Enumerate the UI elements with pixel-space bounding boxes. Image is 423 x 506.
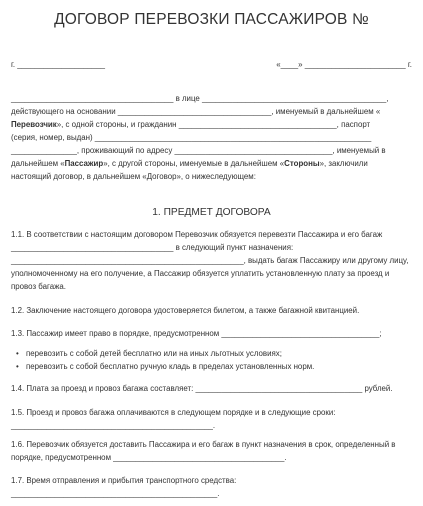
- clause-1-6-line-1: 1.6. Перевозчик обязуется доставить Пассажира и его багаж в пункт назначения в срок, определенный в: [11, 440, 396, 449]
- clause-1-7-line-2: _______________________________________________.: [11, 489, 220, 498]
- document-title: ДОГОВОР ПЕРЕВОЗКИ ПАССАЖИРОВ №: [54, 11, 369, 28]
- bullet-icon: •: [16, 349, 19, 358]
- bullet-icon: •: [16, 362, 19, 371]
- header-city: г. ____________________: [11, 60, 106, 69]
- clause-1-1-line-4: уполномоченному на его получение, а Пассажир обязуется уплатить установленную плату за проезд и: [11, 269, 390, 278]
- party-sides: Стороны: [284, 159, 320, 168]
- header-date: «____» _______________________ г.: [276, 60, 412, 69]
- party-carrier: Перевозчик: [11, 120, 57, 129]
- bullet-item: • перевозить с собой детей бесплатно или на иных льготных условиях;: [16, 349, 282, 358]
- clause-1-1-line-5: провоз багажа.: [11, 282, 66, 291]
- preamble-line-5: _______________, проживающий по адресу ____________________________________, именуемый в: [11, 146, 386, 155]
- preamble-line-1: _____________________________________ в лице __________________________________________,: [11, 94, 389, 103]
- preamble-line-2: действующего на основании ___________________________________, именуемый в дальнейшем «: [11, 107, 381, 116]
- preamble-line-7: настоящий договор, в дальнейшем «Договор», о нижеследующем:: [11, 172, 256, 181]
- clause-1-3: 1.3. Пассажир имеет право в порядке, предусмотренном ____________________________________;: [11, 329, 382, 338]
- clause-1-6-line-2: порядке, предусмотренном _______________________________________.: [11, 453, 287, 462]
- clause-1-1-line-1: 1.1. В соответствии с настоящим договором Перевозчик обязуется перевезти Пассажира и его багаж: [11, 230, 383, 239]
- clause-1-5-line-1: 1.5. Проезд и провоз багажа оплачиваются в следующем порядке и в следующие сроки:: [11, 408, 336, 417]
- clause-1-1-line-2: _____________________________________ в следующий пункт назначения:: [11, 243, 294, 252]
- section-title: 1. ПРЕДМЕТ ДОГОВОРА: [152, 207, 271, 218]
- clause-1-4: 1.4. Плата за проезд и провоз багажа составляет: ______________________________________ рублей.: [11, 384, 393, 393]
- bullet-item: • перевозить с собой бесплатно ручную кладь в пределах установленных норм.: [16, 362, 315, 371]
- clause-1-7-line-1: 1.7. Время отправления и прибытия транспортного средства:: [11, 476, 237, 485]
- party-passenger: Пассажир: [64, 159, 104, 168]
- preamble-line-3: Перевозчик», с одной стороны, и гражданин ____________________________________, паспорт: [11, 120, 371, 129]
- clause-1-2: 1.2. Заключение настоящего договора удостоверяется билетом, а также багажной квитанцией.: [11, 306, 360, 315]
- preamble-line-4: (серия, номер, выдан) _______________________________________________________________: [11, 133, 372, 142]
- preamble-line-6: дальнейшем «Пассажир», с другой стороны, именуемые в дальнейшем «Стороны», заключили: [11, 159, 368, 168]
- clause-1-5-line-2: ______________________________________________.: [11, 421, 216, 430]
- clause-1-1-line-3: _____________________________________________________, выдать багаж Пассажиру или другому лицу,: [11, 256, 409, 265]
